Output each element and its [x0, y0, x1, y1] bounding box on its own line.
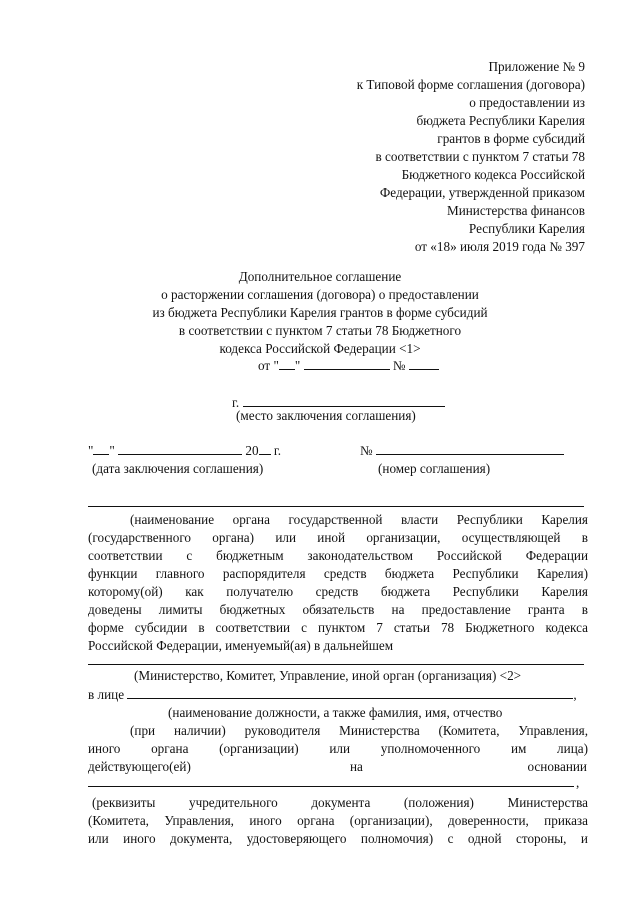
paragraph-line: Российской Федерации, именуемый(ая) в дальнейшем [88, 638, 394, 653]
appendix-line: Министерства финансов [446, 203, 585, 218]
appendix-line: в соответствии с пунктом 7 статьи 78 [375, 149, 585, 164]
number-line: № [360, 442, 564, 459]
appendix-line: Республики Карелия [468, 221, 585, 236]
paragraph-line: (при наличии) руководителя Министерства (Комитета, Управления, [130, 723, 588, 738]
appendix-line: грантов в форме субсидий [437, 131, 585, 146]
ministry-caption: (Министерство, Комитет, Управление, иной орган (организация) <2> [134, 668, 522, 683]
appendix-line: Федерации, утвержденной приказом [379, 185, 585, 200]
appendix-line: о предоставлении из [469, 95, 585, 110]
paragraph-line: функции главного распорядителя средств бюджета Республики Карелия) [88, 566, 588, 581]
date-line: " " 20 г. [88, 443, 282, 458]
acting-left: действующего(ей) [88, 759, 191, 774]
paragraph-line: или иного документа, удостоверяющего полномочия) с одной стороны, и [88, 831, 588, 846]
number-caption: (номер соглашения) [378, 461, 491, 476]
title-line: о расторжении соглашения (договора) о предоставлении [161, 287, 479, 302]
date-caption: (дата заключения соглашения) [92, 461, 264, 476]
number-blank [409, 357, 439, 370]
paragraph-line: соответствии с бюджетным законодательством Российской Федерации [88, 548, 588, 563]
acting-right: основании [527, 759, 587, 774]
acting-mid: на [350, 759, 363, 774]
in-person-line: в лице , [88, 687, 577, 702]
appendix-line: от «18» июля 2019 года № 397 [414, 239, 585, 254]
month-blank [118, 442, 242, 455]
month-blank [304, 357, 390, 370]
paragraph-line: доведены лимиты бюджетных обязательств на предоставление гранта в [88, 602, 588, 617]
paragraph-line: форме субсидии в соответствии с пунктом 7 статьи 78 Бюджетного кодекса [88, 620, 588, 635]
paragraph-line: (государственного органа) или иной организации, осуществляющей в [88, 530, 588, 545]
basis-document-blank [88, 786, 574, 787]
appendix-line: к Типовой форме соглашения (договора) [356, 77, 585, 92]
agreement-number-blank [376, 442, 564, 455]
place-blank [243, 394, 445, 407]
paragraph-line: которому(ой) как получателю средств бюджета Республики Карелия [88, 584, 588, 599]
year-blank [259, 442, 271, 455]
comma: , [576, 775, 580, 790]
appendix-line: Бюджетного кодекса Российской [401, 167, 585, 182]
paragraph-line: (наименование органа государственной власти Республики Карелия [130, 512, 588, 527]
place-caption: (место заключения соглашения) [236, 408, 416, 423]
title-line: в соответствии с пунктом 7 статьи 78 Бюджетного [178, 323, 462, 338]
appendix-line: бюджета Республики Карелия [416, 113, 585, 128]
paragraph-line: иного органа (организации) или уполномоченного им лица) [88, 741, 588, 756]
paragraph-line: (Комитета, Управления, иного органа (организации), доверенности, приказа [88, 813, 588, 828]
title-line: Дополнительное соглашение [238, 269, 402, 284]
day-blank [93, 442, 109, 455]
paragraph-line: (реквизиты учредительного документа (положения) Министерства [92, 795, 588, 810]
representative-blank [127, 686, 573, 699]
ministry-blank [88, 664, 584, 665]
title-line: кодекса Российской Федерации <1> [219, 341, 421, 356]
day-blank [279, 357, 295, 370]
name-caption: (наименование должности, а также фамилия, имя, отчество [168, 705, 503, 720]
appendix-line: Приложение № 9 [488, 59, 585, 74]
title-line: из бюджета Республики Карелия грантов в форме субсидий [152, 305, 488, 320]
authority-name-blank [88, 506, 584, 507]
agreement-date-number-line: от " " № [258, 357, 439, 374]
place-line: г. [232, 394, 445, 411]
